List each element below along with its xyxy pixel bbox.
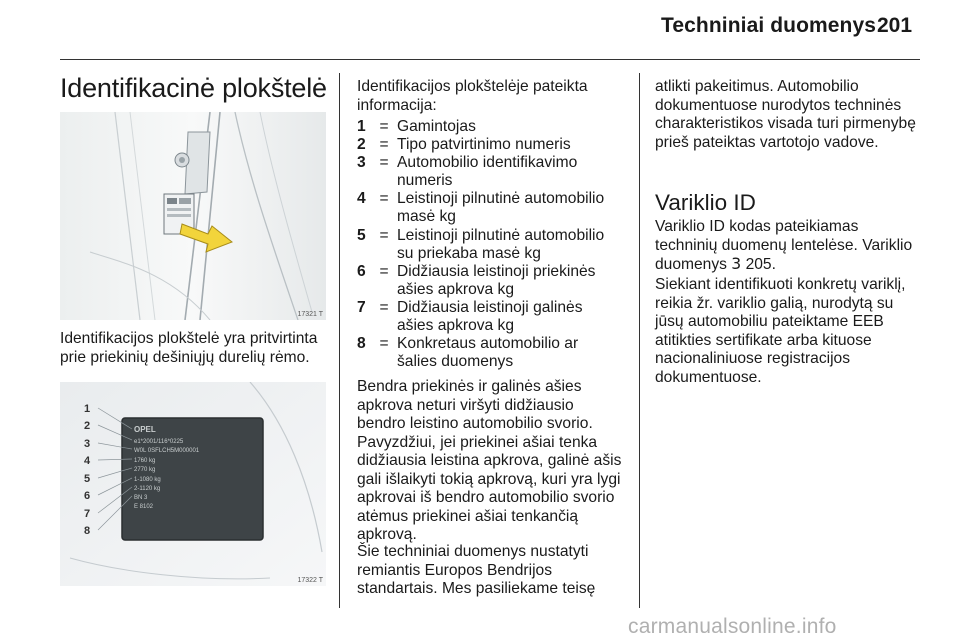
- callout-4: 4: [84, 455, 91, 467]
- plate-line-8: BN 3: [134, 495, 148, 501]
- axle-load-paragraph: Bendra priekinės ir galinės ašies apkrova neturi viršyti didžiausio bendro leistino automobilio svorio. Pavyzdžiui, jei priekinei ašiai tenka didžiausia leistina apkrova, galinė ašis gali išlaikyti tokią apkrovą, kuri yra lygi apkrovai iš bendro automobilio svorio atėmus priekinei ašiai tenkančią apkrovą.: [357, 378, 622, 543]
- plate-line-3: W0L 0SFLCH5M000001: [134, 448, 200, 454]
- plate-line-2: e1*2001/116*0225: [134, 439, 184, 445]
- callout-3: 3: [84, 438, 91, 450]
- plate-line-1: OPEL: [134, 425, 156, 434]
- plate-line-6: 1-1080 kg: [134, 477, 161, 483]
- callout-2: 2: [84, 420, 91, 432]
- list-item: 5 = Leistinoji pilnutinė automobilio su priekaba masė kg: [357, 226, 605, 262]
- plate-line-7: 2-1120 kg: [134, 486, 161, 492]
- list-item: 2 = Tipo patvirtinimo numeris: [357, 136, 571, 154]
- door-frame-illustration: [60, 112, 326, 320]
- page-reference-icon: 3: [731, 255, 742, 273]
- callout-5: 5: [84, 473, 91, 485]
- figure-number: 17322 T: [297, 577, 323, 584]
- engine-identification-paragraph: Siekiant identifikuoti konkretų variklį, reikia žr. variklio galią, nurodytą su jūsų automobiliu pateiktame EEB atitikties sertifikate arba kituose nacionaliniuose registracijos dokumentuose.: [655, 276, 906, 386]
- id-plate-illustration: [60, 382, 326, 586]
- plate-legend-list: [357, 118, 619, 371]
- header-divider: [60, 59, 920, 60]
- eu-standards-paragraph: Šie techniniai duomenys nustatyti remiantis Europos Bendrijos standartais. Mes pasiliekame teisę: [357, 543, 596, 597]
- page-reference-link[interactable]: 205.: [745, 256, 776, 273]
- figure-caption: Identifikacijos plokštelė yra pritvirtinta prie priekinių dešiniųjų durelių rėmo.: [60, 330, 318, 366]
- list-item: 6 = Didžiausia leistinoji priekinės ašies apkrova kg: [357, 262, 596, 298]
- eu-standards-paragraph-continued: atlikti pakeitimus. Automobilio dokumentuose nurodytos techninės charakteristikos visada turi pirmenybę prieš pateiktas vartotojo vadove.: [655, 78, 916, 151]
- callout-7: 7: [84, 508, 91, 520]
- section-title: Identifikacinė plokštelė: [60, 73, 327, 103]
- engine-id-heading: Variklio ID: [655, 190, 756, 215]
- callout-1: 1: [84, 403, 91, 415]
- column-divider-left: [339, 73, 340, 608]
- site-watermark: carmanualsonline.info: [628, 615, 837, 638]
- list-item: 8 = Konkretaus automobilio ar šalies duomenys: [357, 335, 579, 371]
- page-number: 201: [877, 14, 913, 37]
- list-item: 4 = Leistinoji pilnutinė automobilio masė kg: [357, 190, 605, 226]
- column-divider-right: [639, 73, 640, 608]
- plate-line-4: 1760 kg: [134, 458, 156, 464]
- plate-line-5: 2770 kg: [134, 467, 156, 473]
- callout-6: 6: [84, 490, 91, 502]
- plate-line-9: E 8102: [134, 504, 154, 510]
- page-header-title: Techniniai duomenys: [661, 14, 877, 37]
- intro-text: Identifikacijos plokštelėje pateikta informacija:: [357, 78, 588, 114]
- list-item: 7 = Didžiausia leistinoji galinės ašies apkrova kg: [357, 298, 583, 335]
- list-item: 1 = Gamintojas: [357, 118, 476, 135]
- callout-8: 8: [84, 525, 91, 537]
- list-item: 3 = Automobilio identifikavimo numeris: [357, 154, 578, 190]
- engine-id-paragraph: Variklio ID kodas pateikiamas techninių duomenų lentelėse. Variklio duomenys 3 205.: [655, 218, 913, 273]
- figure-number: 17321 T: [297, 311, 323, 318]
